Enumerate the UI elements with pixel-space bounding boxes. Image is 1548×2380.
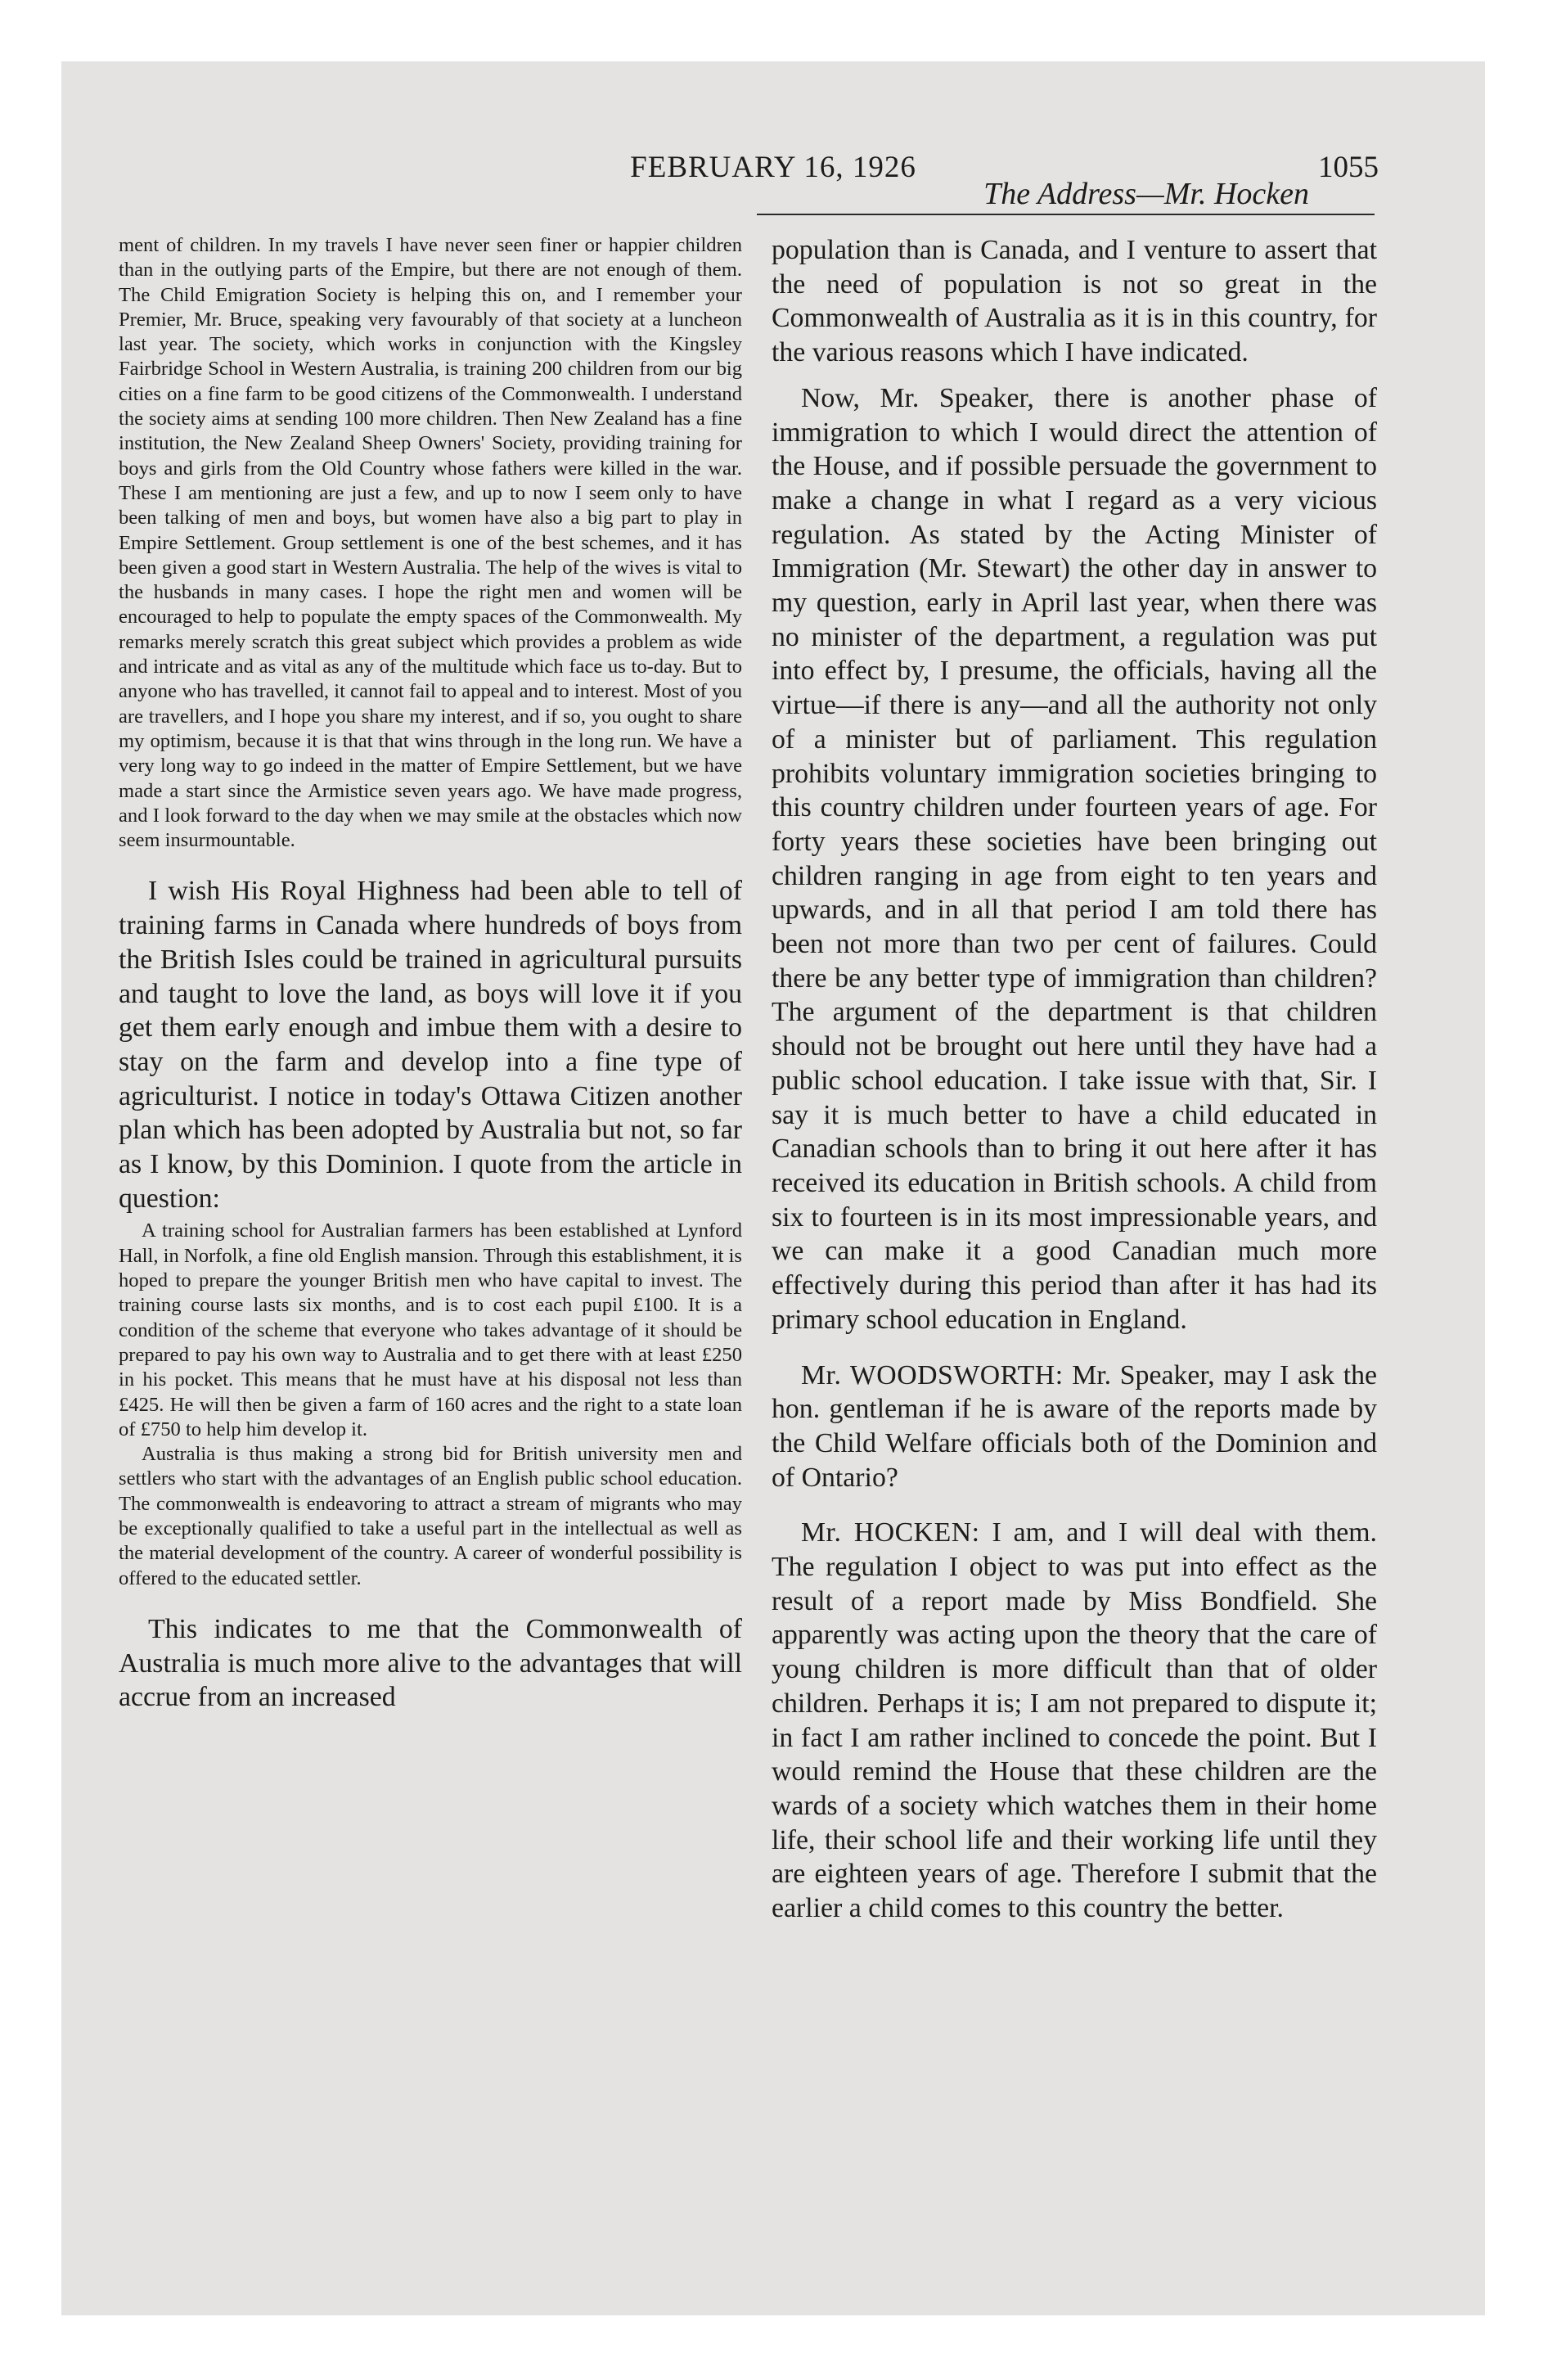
right-paragraph-4	[772, 1516, 1377, 1925]
right-paragraph-1: population than is Canada, and I venture to assert that the need of population is not so great in the Commonwealth of Australia as it is in this country, for the various reasons which I have indicated.	[772, 235, 1377, 368]
speaker-hocken: Mr. HOCKEN:	[801, 1517, 980, 1548]
scanned-page	[61, 61, 1485, 2315]
woodsworth-remark: Mr. Speaker, may I ask the hon. gentleman if he is aware of the reports made by the Child Welfare officials both of the Dominion and of Ontario?	[772, 1359, 1378, 1493]
page-header	[61, 61, 1485, 209]
left-paragraph-3: This indicates to me that the Commonwealth of Australia is much more alive to the advantages that will accrue from an increased	[119, 1613, 742, 1713]
header-date: FEBRUARY 16, 1926	[630, 151, 916, 184]
right-column	[772, 233, 1377, 1926]
left-paragraph-2: I wish His Royal Highness had been able to tell of training farms in Canada where hundreds of boys from the British Isles could be trained in agricultural pursuits and taught to love the land, as boys will love it if you get them early enough and imbue them with a desire to stay on the farm and develop into a fine type of agriculturist. I notice in today's Ottawa Citizen another plan which has been adopted by Australia but not, so far as I know, by this Dominion. I quote from the article in question:	[119, 876, 742, 1214]
header-rule	[757, 214, 1375, 215]
left-column	[119, 233, 742, 1715]
right-paragraph-3	[772, 1359, 1377, 1495]
quote-paragraph-2: Australia is thus making a strong bid for British university men and settlers who start with the advantages of an English public school education. The commonwealth is endeavoring to attract a stream of migrants who may be exceptionally qualified to take a useful part in the intellectual as well as the material development of the country. A career of wonderful possibility is offered to the educated settler.	[119, 1443, 742, 1589]
right-paragraph-2: Now, Mr. Speaker, there is another phase of immigration to which I would direct the attention of the House, and if possible persuade the government to make a change in what I regard as a very vicious regulation. As stated by the Acting Minister of Immigration (Mr. Stewart) the other day in answer to my question, early in April last year, when there was no minister of the department, a regulation was put into effect by, I presume, the officials, having all the virtue—if there is any—and all the authority not only of a minister but of parliament. This regulation prohibits voluntary immigration societies bringing to this country children under fourteen years of age. For forty years these societies have been bringing out children ranging in age from eight to ten years and upwards, and in all that period I am told there has been not more than two per cent of failures. Could there be any better type of immigration than children? The argument of the department is that children should not be brought out here until they have had a public school education. I take issue with that, Sir. I say it is much better to have a child educated in Canadian schools than to bring it out here after it has received its education in British schools. A child from six to fourteen is in its most impressionable years, and we can make it a good Canadian much more effectively during this period than after it has had its primary school education in England.	[772, 382, 1377, 1335]
speaker-woodsworth: Mr. WOODSWORTH:	[801, 1359, 1064, 1391]
page-number: 1055	[1318, 151, 1379, 184]
left-paragraph-1: ment of children. In my travels I have never seen finer or happier children than in the outlying parts of the Empire, but there are not enough of them. The Child Emigration Society is helping this on, and I remember your Premier, Mr. Bruce, speaking very favourably of that society at a luncheon last year. The society, which works in conjunction with the Kingsley Fairbridge School in Western Australia, is training 200 children from our big cities on a fine farm to be good citizens of the Commonwealth. I understand the society aims at sending 100 more children. Then New Zealand has a fine institution, the New Zealand Sheep Owners' Society, providing training for boys and girls from the Old Country whose fathers were killed in the war. These I am mentioning are just a few, and up to now I seem only to have been talking of men and boys, but women have also a big part to play in Empire Settlement. Group settlement is one of the best schemes, and it has been given a good start in Western Australia. The help of the wives is vital to the husbands in many cases. I hope the right men and women will be encouraged to help to populate the empty spaces of the Commonwealth. My remarks merely scratch this great subject which provides a problem as wide and intricate and as vital as any of the multitude which face us to-day. But to anyone who has travelled, it cannot fail to appeal and to interest. Most of you are travellers, and I hope you share my interest, and if so, you ought to share my optimism, because it is that that wins through in the long run. We have a very long way to go indeed in the matter of Empire Settlement, but we have made a start since the Armistice seven years ago. We have made progress, and I look forward to the day when we may smile at the obstacles which now seem insurmountable.	[119, 234, 742, 852]
header-subtitle: The Address—Mr. Hocken	[983, 177, 1309, 211]
hocken-reply: I am, and I will deal with them. The regulation I object to was put into effect as the result of a report made by Miss Bondfield. She apparently was acting upon the theory that the care of young children is more difficult than that of older children. Perhaps it is; I am not prepared to dispute it; in fact I am rather inclined to concede the point. But I would remind the House that these children are the wards of a society which watches them in their home life, their school life and their working life until they are eighteen years of age. Therefore I submit that the earlier a child comes to this country the better.	[772, 1517, 1378, 1924]
quote-paragraph-1: A training school for Australian farmers has been established at Lynford Hall, in Norfolk, a fine old English mansion. Through this establishment, it is hoped to prepare the younger British men who have capital to invest. The training course lasts six months, and is to cost each pupil £100. It is a condition of the scheme that everyone who takes advantage of it should be prepared to pay his own way to Australia and to get there with at least £250 in his pocket. This means that he must have at his disposal not less than £425. He will then be given a farm of 160 acres and the right to a state loan of £750 to help him develop it.	[119, 1219, 742, 1440]
